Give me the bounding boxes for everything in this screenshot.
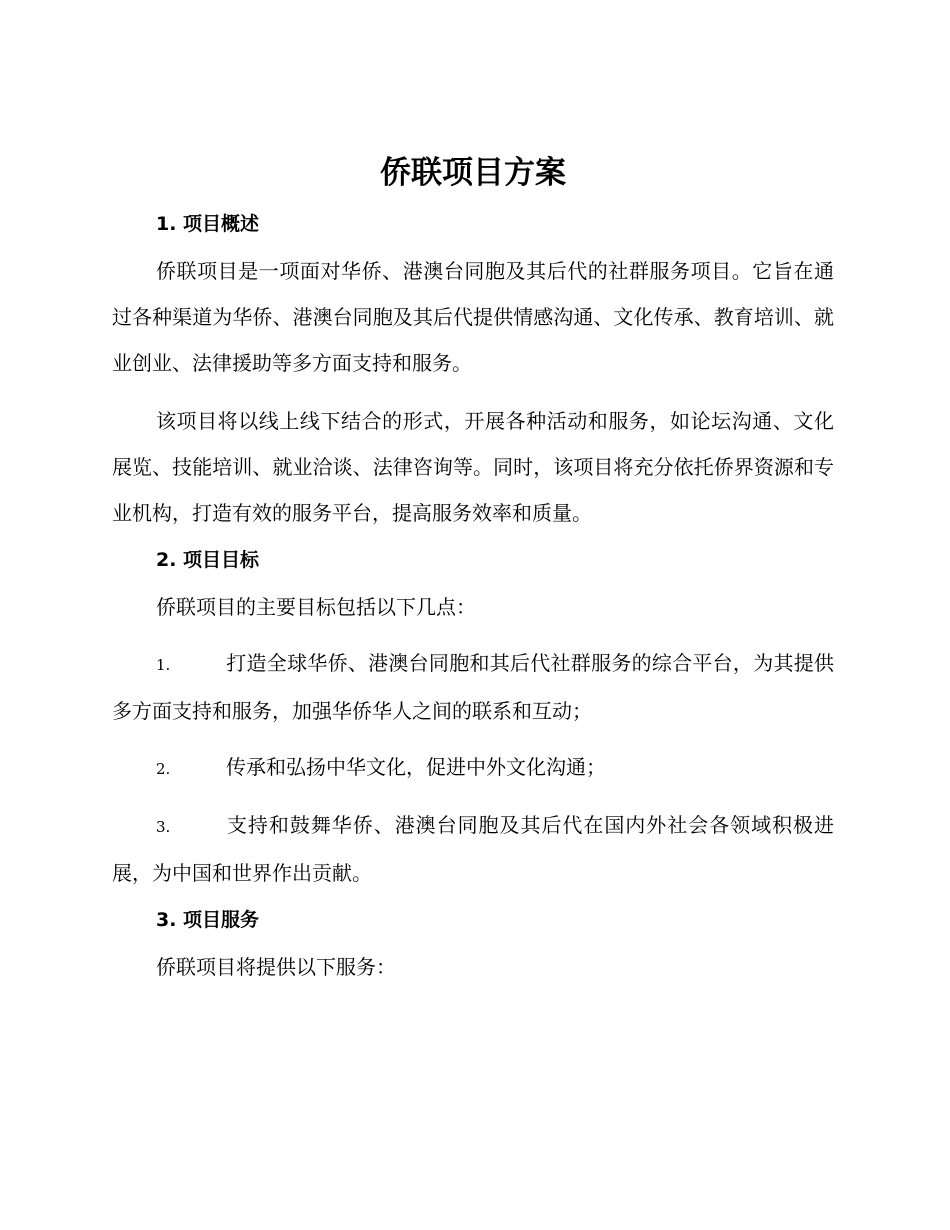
list-number: 2. <box>156 760 171 778</box>
list-item-text: 传承和弘扬中华文化，促进中外文化沟通； <box>226 755 606 779</box>
spacer <box>112 630 834 640</box>
list-number: 1. <box>156 656 171 674</box>
section-heading-services: 3. 项目服务 <box>156 909 260 931</box>
spacer <box>112 934 834 944</box>
section-heading-goals: 2. 项目目标 <box>156 549 260 571</box>
document-page <box>112 150 834 990</box>
paragraph-services-intro: 侨联项目将提供以下服务： <box>156 955 396 979</box>
spacer <box>112 574 834 584</box>
document-title: 侨联项目方案 <box>380 155 566 191</box>
paragraph-goals-intro: 侨联项目的主要目标包括以下几点： <box>156 595 476 619</box>
list-item <box>112 744 834 792</box>
spacer <box>112 386 834 398</box>
spacer <box>112 196 834 210</box>
spacer <box>112 792 834 802</box>
list-item-text: 支持和鼓舞华侨、港澳台同胞及其后代在国内外社会各领域积极进展，为中国和世界作出贡献。 <box>112 813 834 885</box>
spacer <box>112 536 834 546</box>
list-item <box>112 802 834 896</box>
section-heading-overview: 1. 项目概述 <box>156 213 260 235</box>
spacer <box>112 238 834 248</box>
list-item-text: 打造全球华侨、港澳台同胞和其后代社群服务的综合平台，为其提供多方面支持和服务，加强华侨华人之间的联系和互动； <box>112 651 834 723</box>
paragraph-overview-1: 侨联项目是一项面对华侨、港澳台同胞及其后代的社群服务项目。它旨在通过各种渠道为华侨、港澳台同胞及其后代提供情感沟通、文化传承、教育培训、就业创业、法律援助等多方面支持和服务。 <box>112 259 834 375</box>
spacer <box>112 896 834 906</box>
list-number: 3. <box>156 818 171 836</box>
paragraph-overview-2: 该项目将以线上线下结合的形式，开展各种活动和服务，如论坛沟通、文化展览、技能培训、就业洽谈、法律咨询等。同时，该项目将充分依托侨界资源和专业机构，打造有效的服务平台，提高服务效率和质量。 <box>112 409 834 525</box>
list-item <box>112 640 834 734</box>
spacer <box>112 734 834 744</box>
